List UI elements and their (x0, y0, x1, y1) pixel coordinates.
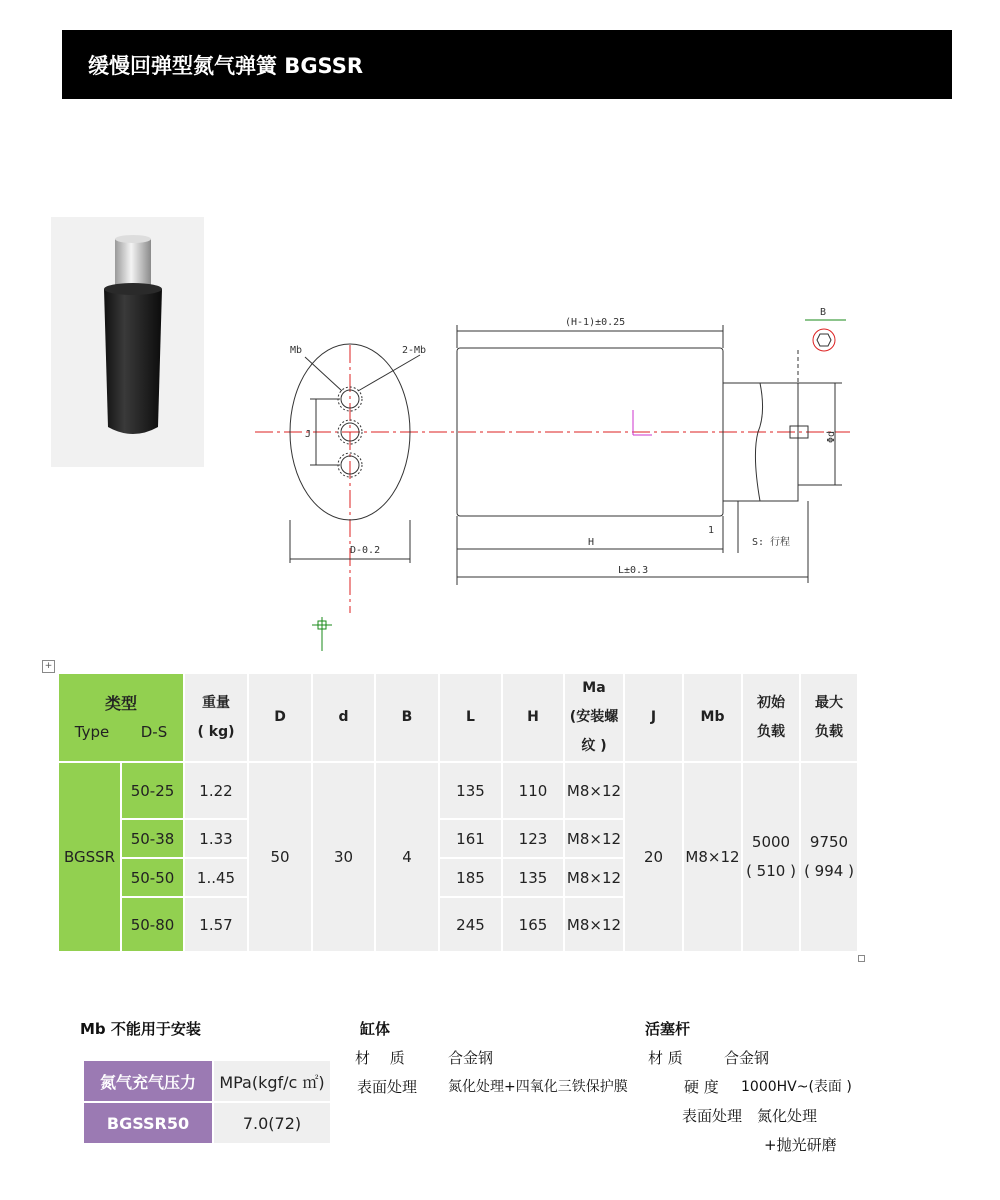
label-h: H (588, 537, 595, 548)
ds-cell: 50-50 (121, 858, 184, 897)
B-cell: 4 (375, 762, 439, 952)
H-cell: 135 (502, 858, 564, 897)
page-title: 缓慢回弹型氮气弹簧 BGSSR (88, 54, 364, 78)
header-max-load: 最大 负载 (800, 673, 858, 762)
label-l: L±0.3 (618, 565, 649, 576)
label-d: D-0.2 (350, 545, 381, 556)
max-load-cell: 9750 ( 994 ) (800, 762, 858, 952)
cyl-surface-label: 表面处理 (357, 1078, 418, 1096)
ds-cell: 50-25 (121, 762, 184, 819)
H-cell: 165 (502, 897, 564, 952)
rod-material-label: 材 质 (648, 1049, 683, 1067)
label-b: B (820, 307, 827, 318)
L-cell: 245 (439, 897, 502, 952)
rod-material-value: 合金钢 (724, 1049, 770, 1067)
label-1: 1 (708, 525, 715, 536)
header-Mb: Mb (683, 673, 742, 762)
header-weight: 重量 ( kg) (184, 673, 248, 762)
spec-table (57, 672, 859, 953)
b-detail-circle (813, 329, 835, 351)
ma-cell: M8×12 (564, 897, 624, 952)
rod-hardness-value: 1000HV~(表面 ) (741, 1079, 852, 1095)
header-d: d (312, 673, 375, 762)
J-cell: 20 (624, 762, 683, 952)
pressure-label: 氮气充气压力 (83, 1060, 213, 1102)
L-cell: 135 (439, 762, 502, 819)
label-phid: Φd (826, 430, 837, 443)
cyl-material-label: 材 质 (355, 1049, 405, 1067)
label-j: J (305, 429, 312, 440)
pressure-value: 7.0(72) (213, 1102, 331, 1144)
pressure-model: BGSSR50 (83, 1102, 213, 1144)
label-2mb: 2-Mb (402, 345, 427, 356)
header-J: J (624, 673, 683, 762)
gas-spring-illustration (51, 217, 204, 467)
L-cell: 161 (439, 819, 502, 858)
series-cell: BGSSR (58, 762, 121, 952)
header-L: L (439, 673, 502, 762)
D-cell: 50 (248, 762, 312, 952)
rod-title: 活塞杆 (645, 1020, 691, 1038)
ds-cell: 50-38 (121, 819, 184, 858)
cyl-material-value: 合金钢 (448, 1049, 494, 1067)
cylinder-title: 缸体 (360, 1020, 391, 1038)
ma-cell: M8×12 (564, 762, 624, 819)
ds-cell: 50-80 (121, 897, 184, 952)
weight-cell: 1.22 (184, 762, 248, 819)
table-row (58, 762, 858, 819)
header-ma: Ma (安装螺 纹 ) (564, 673, 624, 762)
weight-cell: 1.57 (184, 897, 248, 952)
H-cell: 123 (502, 819, 564, 858)
piston-rod (723, 383, 798, 501)
pressure-table (82, 1059, 332, 1145)
header-H: H (502, 673, 564, 762)
product-photo (51, 217, 204, 467)
init-load-cell: 5000 ( 510 ) (742, 762, 800, 952)
label-stroke: S: 行程 (752, 537, 791, 548)
table-move-handle-icon[interactable]: + (42, 660, 55, 673)
rod-surface-label: 表面处理 (682, 1107, 743, 1125)
rod-hardness-label: 硬 度 (684, 1078, 719, 1096)
label-h1: (H-1)±0.25 (565, 317, 626, 328)
cyl-surface-value: 氮化处理+四氧化三铁保护膜 (448, 1079, 628, 1095)
table-resize-handle-icon[interactable] (858, 955, 865, 962)
H-cell: 110 (502, 762, 564, 819)
title-bar (62, 30, 952, 99)
mb-note: Mb 不能用于安装 (80, 1020, 201, 1038)
L-cell: 185 (439, 858, 502, 897)
header-D: D (248, 673, 312, 762)
ma-cell: M8×12 (564, 819, 624, 858)
ma-cell: M8×12 (564, 858, 624, 897)
pressure-unit: MPa(kgf/c ㎡) (213, 1060, 331, 1102)
header-type: 类型 Type D-S (58, 673, 184, 762)
Mb-cell: M8×12 (683, 762, 742, 952)
label-mb: Mb (290, 345, 303, 356)
d-cell: 30 (312, 762, 375, 952)
weight-cell: 1..45 (184, 858, 248, 897)
rod-surface-value: 氮化处理 (757, 1107, 818, 1125)
technical-drawing (250, 295, 860, 655)
header-B: B (375, 673, 439, 762)
rod-surface-extra: +抛光研磨 (764, 1136, 837, 1154)
weight-cell: 1.33 (184, 819, 248, 858)
header-init-load: 初始 负载 (742, 673, 800, 762)
